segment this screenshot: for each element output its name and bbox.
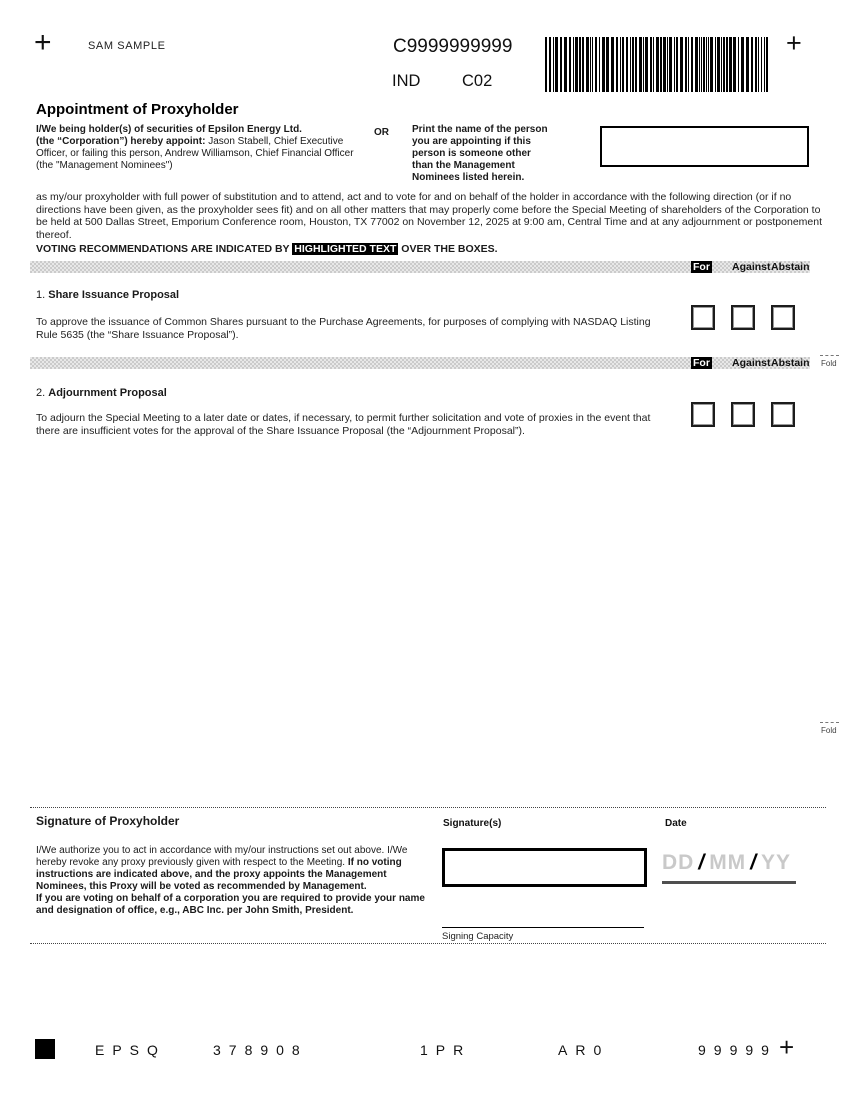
footer-code-epsq: EPSQ (95, 1042, 166, 1058)
proposal-1-title-text: Share Issuance Proposal (48, 289, 180, 301)
proposal-1-against-checkbox[interactable] (731, 305, 755, 330)
proposal-1-number: 1. (36, 289, 46, 301)
print-name-instruction: Print the name of the person you are appointing if this person is someone other than the Management Nominees listed herein. (412, 124, 548, 183)
signing-capacity-line[interactable] (442, 927, 644, 928)
footer-code-ar0: AR0 (558, 1042, 610, 1058)
signature-paragraph-bold1: If no voting instructions are indicated above, and the proxy appoints the Management Nominees, this Proxy will be voted as recommended by Management. (36, 857, 402, 892)
proposal-1-for-checkbox[interactable] (691, 305, 715, 330)
signature-paragraph-bold2: If you are voting on behalf of a corporation you are required to provide your name and designation of office, e.g., ABC Inc. per John Smith, President. (36, 893, 425, 916)
signature-authorization-paragraph (36, 845, 436, 917)
proposal-1-title (36, 289, 179, 301)
footer-code-99999: 99999 (698, 1042, 777, 1058)
signature-section-divider (30, 807, 826, 808)
date-mm-placeholder[interactable]: MM (709, 851, 747, 874)
date-slash-1: / (698, 851, 706, 874)
signature-input-box[interactable] (442, 848, 647, 887)
footer-black-square-icon (35, 1039, 55, 1059)
date-underline (662, 881, 796, 884)
proposal-2-for-checkbox[interactable] (691, 402, 715, 427)
voting-recommendations-note (36, 243, 498, 255)
column-for-label-1: For (693, 261, 710, 273)
date-slash-2: / (750, 851, 758, 874)
voting-note-highlighted: HIGHLIGHTED TEXT (294, 243, 397, 255)
appointment-title: Appointment of Proxyholder (36, 101, 239, 118)
proposal-2-title (36, 387, 167, 399)
registration-cross-bottom-right-icon: + (779, 1032, 795, 1062)
bottom-section-divider (30, 943, 826, 944)
footer-code-sequence: 378908 (213, 1042, 308, 1058)
date-label: Date (665, 818, 687, 829)
signature-section-title: Signature of Proxyholder (36, 814, 180, 828)
registration-cross-top-left-icon: + (34, 26, 52, 59)
authorization-paragraph: as my/our proxyholder with full power of substitution and to attend, act and to vote for and on behalf of the holder in accordance with the following direction (or if no directions have been given, as the proxyholder sees fit) and on all other matters that may properly come before the Special Meeting of shareholders of the Corporation to be held at 500 Dallas Street, Emporium Conference room, Houston, TX 77002 on November 12, 2025 at 9:00 am, Central Time and at any adjournment or postponement thereof. (36, 191, 823, 241)
signing-capacity-label: Signing Capacity (442, 931, 514, 942)
date-dd-placeholder[interactable]: DD (662, 851, 695, 874)
column-against-label-2: Against (732, 357, 771, 369)
control-number: C9999999999 (393, 36, 513, 57)
or-label: OR (374, 127, 389, 138)
barcode (545, 37, 770, 92)
date-yy-placeholder[interactable]: YY (761, 851, 792, 874)
fold-mark-line-1 (820, 355, 839, 356)
proposal-2-description: To adjourn the Special Meeting to a later date or dates, if necessary, to permit further solicitation and vote of proxies in the event that there are insufficient votes for the approval of the Share Issuance Proposal (the “Adjournment Proposal”). (36, 412, 651, 437)
proposal-1-description: To approve the issuance of Common Shares pursuant to the Purchase Agreements, for purposes of complying with NASDAQ Listing Rule 5635 (the “Share Issuance Proposal”). (36, 316, 651, 341)
appointment-intro (36, 124, 372, 172)
proposal-1-abstain-checkbox[interactable] (771, 305, 795, 330)
form-code: C02 (462, 72, 493, 90)
proposal-2-abstain-checkbox[interactable] (771, 402, 795, 427)
footer-code-1pr: 1PR (420, 1042, 472, 1058)
voting-note-suffix: OVER THE BOXES. (398, 243, 498, 255)
fold-label-2: Fold (821, 726, 837, 735)
appointment-nominees: Jason Stabell, Chief Executive Officer, or failing this person, Andrew Williamson, Chief Financial Officer (the "Management Nominees") (36, 136, 354, 171)
column-abstain-label-1: Abstain (771, 261, 810, 273)
column-for-label-2: For (693, 357, 710, 369)
voting-note-prefix: VOTING RECOMMENDATIONS ARE INDICATED BY (36, 243, 293, 255)
appointment-intro-line1: I/We being holder(s) of securities of Epsilon Energy Ltd. (36, 124, 302, 135)
holder-type-code: IND (392, 72, 421, 90)
column-against-label-1: Against (732, 261, 771, 273)
proposal-2-title-text: Adjournment Proposal (48, 387, 167, 399)
fold-label-1: Fold (821, 359, 837, 368)
registration-cross-top-right-icon: + (786, 28, 802, 58)
fold-mark-line-2 (820, 722, 839, 723)
signature-paragraph-normal: I/We authorize you to act in accordance with my/our instructions set out above. I/We hereby revoke any proxy previously given with respect to the Meeting. (36, 845, 408, 868)
date-field[interactable] (662, 851, 791, 875)
appointee-name-input[interactable] (600, 126, 809, 167)
holder-name: SAM SAMPLE (88, 40, 166, 52)
appointment-intro-line2: (the “Corporation”) hereby appoint: (36, 136, 209, 147)
proposal-2-number: 2. (36, 387, 46, 399)
proposal-2-against-checkbox[interactable] (731, 402, 755, 427)
column-abstain-label-2: Abstain (771, 357, 810, 369)
signatures-label: Signature(s) (443, 818, 502, 829)
